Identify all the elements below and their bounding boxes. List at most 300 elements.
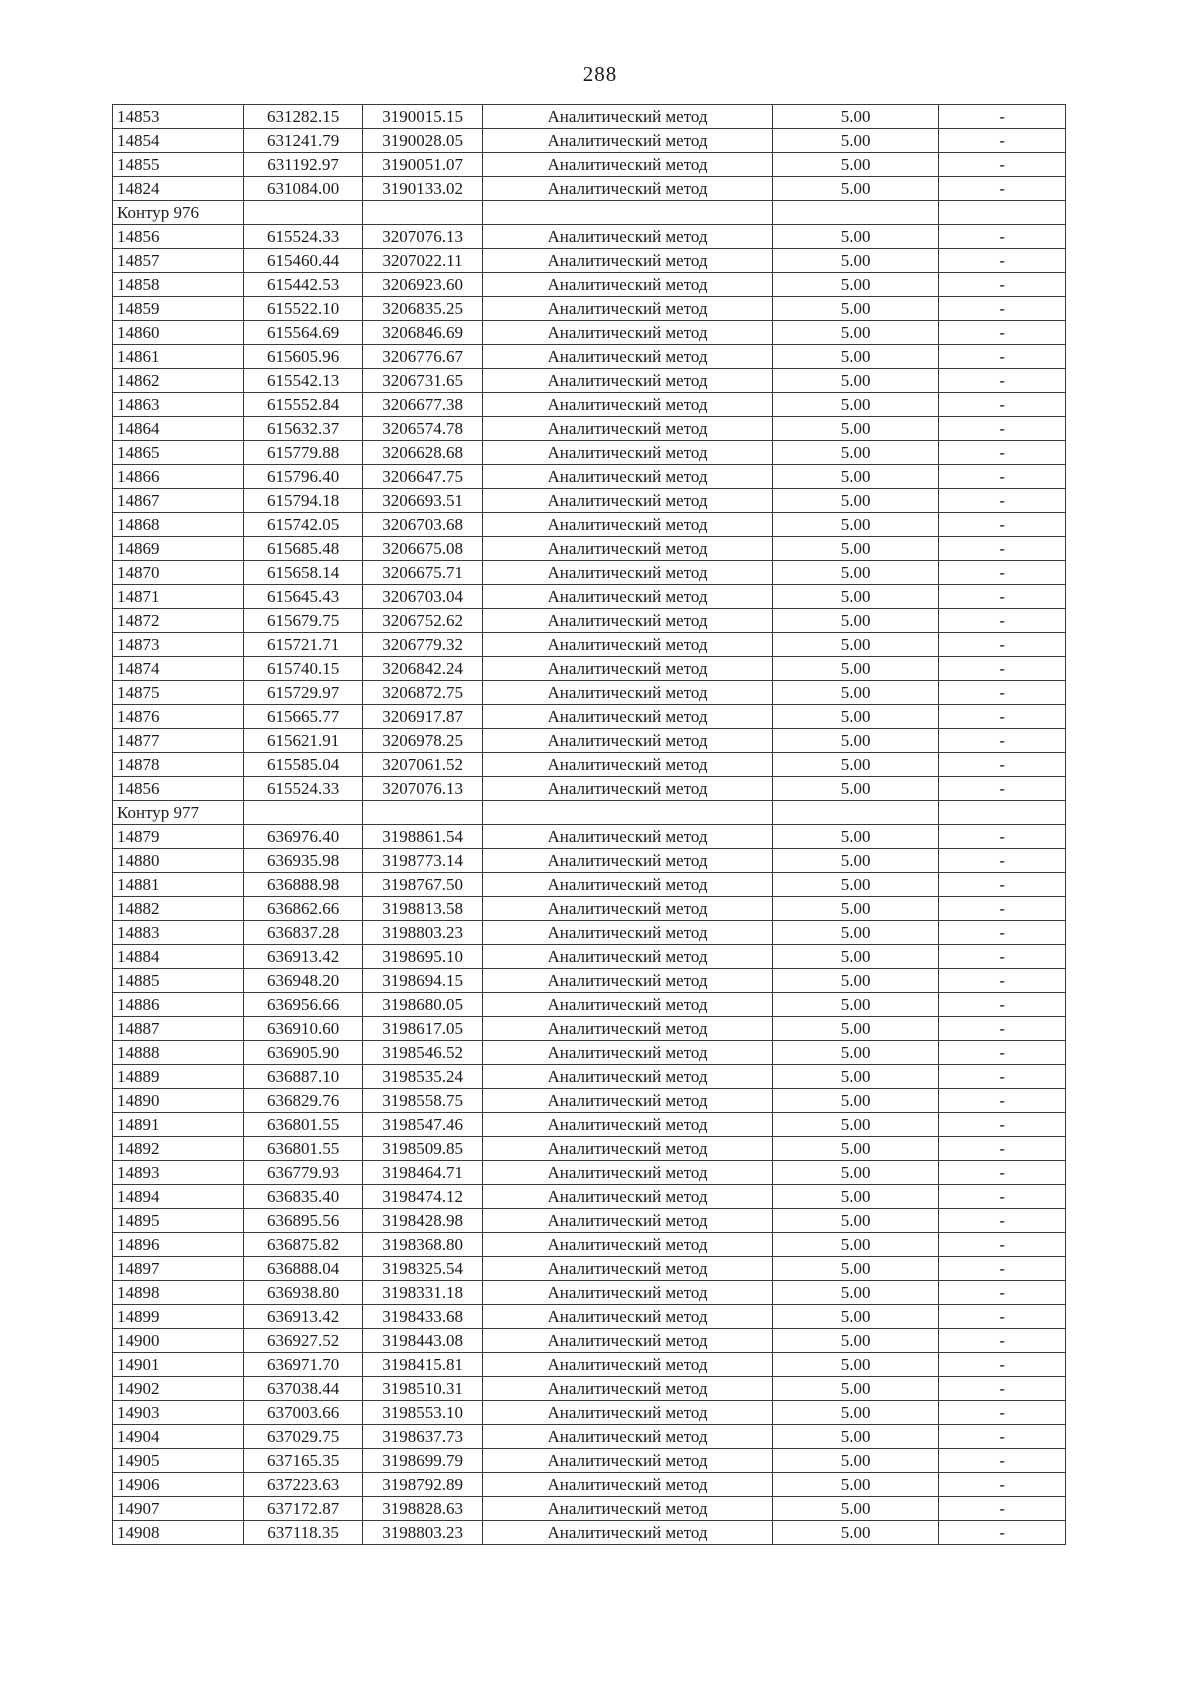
empty-cell <box>772 201 938 225</box>
y-coordinate-cell: 3198428.98 <box>363 1209 483 1233</box>
table-row <box>113 849 1066 873</box>
accuracy-cell: 5.00 <box>772 633 938 657</box>
method-cell: Аналитический метод <box>483 465 773 489</box>
accuracy-cell: 5.00 <box>772 1281 938 1305</box>
x-coordinate-cell: 637223.63 <box>244 1473 363 1497</box>
method-cell: Аналитический метод <box>483 969 773 993</box>
table-row <box>113 921 1066 945</box>
point-id-cell: 14869 <box>113 537 244 561</box>
table-row <box>113 1209 1066 1233</box>
x-coordinate-cell: 631084.00 <box>244 177 363 201</box>
extra-cell: - <box>939 1089 1066 1113</box>
method-cell: Аналитический метод <box>483 777 773 801</box>
table-row <box>113 945 1066 969</box>
method-cell: Аналитический метод <box>483 633 773 657</box>
empty-cell <box>244 801 363 825</box>
extra-cell: - <box>939 1209 1066 1233</box>
y-coordinate-cell: 3198546.52 <box>363 1041 483 1065</box>
extra-cell: - <box>939 993 1066 1017</box>
contour-label: Контур 977 <box>113 801 244 825</box>
x-coordinate-cell: 636948.20 <box>244 969 363 993</box>
accuracy-cell: 5.00 <box>772 1497 938 1521</box>
method-cell: Аналитический метод <box>483 1257 773 1281</box>
extra-cell: - <box>939 465 1066 489</box>
y-coordinate-cell: 3198368.80 <box>363 1233 483 1257</box>
extra-cell: - <box>939 921 1066 945</box>
extra-cell: - <box>939 513 1066 537</box>
point-id-cell: 14890 <box>113 1089 244 1113</box>
accuracy-cell: 5.00 <box>772 873 938 897</box>
table-row <box>113 225 1066 249</box>
y-coordinate-cell: 3206574.78 <box>363 417 483 441</box>
point-id-cell: 14856 <box>113 225 244 249</box>
point-id-cell: 14861 <box>113 345 244 369</box>
page-number: 288 <box>582 62 618 86</box>
method-cell: Аналитический метод <box>483 825 773 849</box>
point-id-cell: 14905 <box>113 1449 244 1473</box>
table-row <box>113 129 1066 153</box>
method-cell: Аналитический метод <box>483 657 773 681</box>
accuracy-cell: 5.00 <box>772 561 938 585</box>
point-id-cell: 14901 <box>113 1353 244 1377</box>
contour-label: Контур 976 <box>113 201 244 225</box>
table-row <box>113 1353 1066 1377</box>
x-coordinate-cell: 636895.56 <box>244 1209 363 1233</box>
method-cell: Аналитический метод <box>483 1065 773 1089</box>
point-id-cell: 14860 <box>113 321 244 345</box>
point-id-cell: 14874 <box>113 657 244 681</box>
y-coordinate-cell: 3206842.24 <box>363 657 483 681</box>
accuracy-cell: 5.00 <box>772 1161 938 1185</box>
table-row <box>113 753 1066 777</box>
y-coordinate-cell: 3198828.63 <box>363 1497 483 1521</box>
y-coordinate-cell: 3206917.87 <box>363 705 483 729</box>
x-coordinate-cell: 615679.75 <box>244 609 363 633</box>
y-coordinate-cell: 3198547.46 <box>363 1113 483 1137</box>
y-coordinate-cell: 3206752.62 <box>363 609 483 633</box>
table-row <box>113 1305 1066 1329</box>
accuracy-cell: 5.00 <box>772 1329 938 1353</box>
extra-cell: - <box>939 1185 1066 1209</box>
method-cell: Аналитический метод <box>483 561 773 585</box>
x-coordinate-cell: 615685.48 <box>244 537 363 561</box>
method-cell: Аналитический метод <box>483 945 773 969</box>
accuracy-cell: 5.00 <box>772 681 938 705</box>
table-row <box>113 585 1066 609</box>
y-coordinate-cell: 3198558.75 <box>363 1089 483 1113</box>
table-row <box>113 873 1066 897</box>
point-id-cell: 14907 <box>113 1497 244 1521</box>
y-coordinate-cell: 3190028.05 <box>363 129 483 153</box>
extra-cell: - <box>939 369 1066 393</box>
extra-cell: - <box>939 441 1066 465</box>
accuracy-cell: 5.00 <box>772 441 938 465</box>
method-cell: Аналитический метод <box>483 993 773 1017</box>
point-id-cell: 14877 <box>113 729 244 753</box>
y-coordinate-cell: 3198767.50 <box>363 873 483 897</box>
table-row <box>113 1425 1066 1449</box>
point-id-cell: 14854 <box>113 129 244 153</box>
extra-cell: - <box>939 1521 1066 1545</box>
extra-cell: - <box>939 153 1066 177</box>
y-coordinate-cell: 3198325.54 <box>363 1257 483 1281</box>
y-coordinate-cell: 3206703.04 <box>363 585 483 609</box>
method-cell: Аналитический метод <box>483 1473 773 1497</box>
table-row <box>113 153 1066 177</box>
extra-cell: - <box>939 1329 1066 1353</box>
y-coordinate-cell: 3198474.12 <box>363 1185 483 1209</box>
table-row <box>113 777 1066 801</box>
table-row <box>113 465 1066 489</box>
accuracy-cell: 5.00 <box>772 345 938 369</box>
table-row <box>113 1065 1066 1089</box>
point-id-cell: 14885 <box>113 969 244 993</box>
accuracy-cell: 5.00 <box>772 897 938 921</box>
method-cell: Аналитический метод <box>483 897 773 921</box>
table-row <box>113 1137 1066 1161</box>
point-id-cell: 14866 <box>113 465 244 489</box>
y-coordinate-cell: 3206923.60 <box>363 273 483 297</box>
extra-cell: - <box>939 897 1066 921</box>
table-row <box>113 969 1066 993</box>
point-id-cell: 14879 <box>113 825 244 849</box>
x-coordinate-cell: 615564.69 <box>244 321 363 345</box>
table-row <box>113 417 1066 441</box>
method-cell: Аналитический метод <box>483 225 773 249</box>
accuracy-cell: 5.00 <box>772 129 938 153</box>
table-row <box>113 273 1066 297</box>
y-coordinate-cell: 3198433.68 <box>363 1305 483 1329</box>
x-coordinate-cell: 637003.66 <box>244 1401 363 1425</box>
accuracy-cell: 5.00 <box>772 1089 938 1113</box>
y-coordinate-cell: 3198617.05 <box>363 1017 483 1041</box>
point-id-cell: 14873 <box>113 633 244 657</box>
y-coordinate-cell: 3207061.52 <box>363 753 483 777</box>
extra-cell: - <box>939 393 1066 417</box>
point-id-cell: 14858 <box>113 273 244 297</box>
table-row <box>113 1113 1066 1137</box>
extra-cell: - <box>939 1017 1066 1041</box>
y-coordinate-cell: 3198699.79 <box>363 1449 483 1473</box>
method-cell: Аналитический метод <box>483 921 773 945</box>
method-cell: Аналитический метод <box>483 393 773 417</box>
point-id-cell: 14880 <box>113 849 244 873</box>
extra-cell: - <box>939 1233 1066 1257</box>
accuracy-cell: 5.00 <box>772 1233 938 1257</box>
empty-cell <box>244 201 363 225</box>
y-coordinate-cell: 3198535.24 <box>363 1065 483 1089</box>
method-cell: Аналитический метод <box>483 1209 773 1233</box>
table-row <box>113 489 1066 513</box>
table-row <box>113 537 1066 561</box>
point-id-cell: 14868 <box>113 513 244 537</box>
y-coordinate-cell: 3206835.25 <box>363 297 483 321</box>
extra-cell: - <box>939 777 1066 801</box>
x-coordinate-cell: 615645.43 <box>244 585 363 609</box>
x-coordinate-cell: 637172.87 <box>244 1497 363 1521</box>
method-cell: Аналитический метод <box>483 1329 773 1353</box>
point-id-cell: 14904 <box>113 1425 244 1449</box>
point-id-cell: 14906 <box>113 1473 244 1497</box>
y-coordinate-cell: 3198792.89 <box>363 1473 483 1497</box>
method-cell: Аналитический метод <box>483 1185 773 1209</box>
accuracy-cell: 5.00 <box>772 1377 938 1401</box>
empty-cell <box>483 201 773 225</box>
accuracy-cell: 5.00 <box>772 1137 938 1161</box>
x-coordinate-cell: 636910.60 <box>244 1017 363 1041</box>
y-coordinate-cell: 3198813.58 <box>363 897 483 921</box>
point-id-cell: 14872 <box>113 609 244 633</box>
accuracy-cell: 5.00 <box>772 1305 938 1329</box>
method-cell: Аналитический метод <box>483 1161 773 1185</box>
extra-cell: - <box>939 633 1066 657</box>
method-cell: Аналитический метод <box>483 297 773 321</box>
empty-cell <box>483 801 773 825</box>
extra-cell: - <box>939 177 1066 201</box>
table-row <box>113 1473 1066 1497</box>
method-cell: Аналитический метод <box>483 1497 773 1521</box>
method-cell: Аналитический метод <box>483 153 773 177</box>
extra-cell: - <box>939 321 1066 345</box>
y-coordinate-cell: 3198443.08 <box>363 1329 483 1353</box>
x-coordinate-cell: 637038.44 <box>244 1377 363 1401</box>
x-coordinate-cell: 615721.71 <box>244 633 363 657</box>
accuracy-cell: 5.00 <box>772 297 938 321</box>
table-row <box>113 1281 1066 1305</box>
point-id-cell: 14864 <box>113 417 244 441</box>
x-coordinate-cell: 636905.90 <box>244 1041 363 1065</box>
table-row <box>113 705 1066 729</box>
x-coordinate-cell: 615522.10 <box>244 297 363 321</box>
accuracy-cell: 5.00 <box>772 729 938 753</box>
table-row <box>113 825 1066 849</box>
x-coordinate-cell: 636888.98 <box>244 873 363 897</box>
accuracy-cell: 5.00 <box>772 825 938 849</box>
x-coordinate-cell: 637165.35 <box>244 1449 363 1473</box>
table-row <box>113 441 1066 465</box>
method-cell: Аналитический метод <box>483 321 773 345</box>
extra-cell: - <box>939 561 1066 585</box>
method-cell: Аналитический метод <box>483 369 773 393</box>
table-row <box>113 297 1066 321</box>
x-coordinate-cell: 615796.40 <box>244 465 363 489</box>
x-coordinate-cell: 615605.96 <box>244 345 363 369</box>
point-id-cell: 14894 <box>113 1185 244 1209</box>
table-row <box>113 1161 1066 1185</box>
method-cell: Аналитический метод <box>483 1521 773 1545</box>
x-coordinate-cell: 615460.44 <box>244 249 363 273</box>
point-id-cell: 14824 <box>113 177 244 201</box>
table-row <box>113 1449 1066 1473</box>
accuracy-cell: 5.00 <box>772 1017 938 1041</box>
point-id-cell: 14893 <box>113 1161 244 1185</box>
empty-cell <box>939 201 1066 225</box>
table-row <box>113 177 1066 201</box>
y-coordinate-cell: 3206675.08 <box>363 537 483 561</box>
extra-cell: - <box>939 249 1066 273</box>
table-row <box>113 105 1066 129</box>
table-row <box>113 249 1066 273</box>
accuracy-cell: 5.00 <box>772 1065 938 1089</box>
method-cell: Аналитический метод <box>483 705 773 729</box>
y-coordinate-cell: 3198415.81 <box>363 1353 483 1377</box>
table-row <box>113 1257 1066 1281</box>
table-row <box>113 369 1066 393</box>
accuracy-cell: 5.00 <box>772 657 938 681</box>
point-id-cell: 14878 <box>113 753 244 777</box>
point-id-cell: 14896 <box>113 1233 244 1257</box>
x-coordinate-cell: 636835.40 <box>244 1185 363 1209</box>
accuracy-cell: 5.00 <box>772 849 938 873</box>
extra-cell: - <box>939 1425 1066 1449</box>
point-id-cell: 14887 <box>113 1017 244 1041</box>
point-id-cell: 14856 <box>113 777 244 801</box>
extra-cell: - <box>939 729 1066 753</box>
method-cell: Аналитический метод <box>483 873 773 897</box>
method-cell: Аналитический метод <box>483 609 773 633</box>
x-coordinate-cell: 615621.91 <box>244 729 363 753</box>
point-id-cell: 14903 <box>113 1401 244 1425</box>
point-id-cell: 14870 <box>113 561 244 585</box>
table-row <box>113 393 1066 417</box>
accuracy-cell: 5.00 <box>772 105 938 129</box>
method-cell: Аналитический метод <box>483 1281 773 1305</box>
extra-cell: - <box>939 1137 1066 1161</box>
extra-cell: - <box>939 105 1066 129</box>
point-id-cell: 14895 <box>113 1209 244 1233</box>
method-cell: Аналитический метод <box>483 1089 773 1113</box>
y-coordinate-cell: 3198803.23 <box>363 1521 483 1545</box>
empty-cell <box>939 801 1066 825</box>
method-cell: Аналитический метод <box>483 105 773 129</box>
x-coordinate-cell: 615742.05 <box>244 513 363 537</box>
extra-cell: - <box>939 705 1066 729</box>
table-row <box>113 681 1066 705</box>
extra-cell: - <box>939 969 1066 993</box>
method-cell: Аналитический метод <box>483 849 773 873</box>
table-row <box>113 1401 1066 1425</box>
y-coordinate-cell: 3198510.31 <box>363 1377 483 1401</box>
accuracy-cell: 5.00 <box>772 1353 938 1377</box>
accuracy-cell: 5.00 <box>772 273 938 297</box>
accuracy-cell: 5.00 <box>772 585 938 609</box>
method-cell: Аналитический метод <box>483 1233 773 1257</box>
y-coordinate-cell: 3198861.54 <box>363 825 483 849</box>
accuracy-cell: 5.00 <box>772 945 938 969</box>
y-coordinate-cell: 3207022.11 <box>363 249 483 273</box>
x-coordinate-cell: 636913.42 <box>244 1305 363 1329</box>
point-id-cell: 14853 <box>113 105 244 129</box>
y-coordinate-cell: 3207076.13 <box>363 777 483 801</box>
accuracy-cell: 5.00 <box>772 777 938 801</box>
point-id-cell: 14898 <box>113 1281 244 1305</box>
accuracy-cell: 5.00 <box>772 513 938 537</box>
x-coordinate-cell: 615779.88 <box>244 441 363 465</box>
x-coordinate-cell: 615442.53 <box>244 273 363 297</box>
point-id-cell: 14876 <box>113 705 244 729</box>
table-row <box>113 513 1066 537</box>
point-id-cell: 14897 <box>113 1257 244 1281</box>
point-id-cell: 14857 <box>113 249 244 273</box>
accuracy-cell: 5.00 <box>772 177 938 201</box>
extra-cell: - <box>939 1401 1066 1425</box>
extra-cell: - <box>939 1161 1066 1185</box>
x-coordinate-cell: 636913.42 <box>244 945 363 969</box>
method-cell: Аналитический метод <box>483 1377 773 1401</box>
extra-cell: - <box>939 825 1066 849</box>
y-coordinate-cell: 3206776.67 <box>363 345 483 369</box>
extra-cell: - <box>939 681 1066 705</box>
extra-cell: - <box>939 585 1066 609</box>
accuracy-cell: 5.00 <box>772 1041 938 1065</box>
y-coordinate-cell: 3206628.68 <box>363 441 483 465</box>
x-coordinate-cell: 615552.84 <box>244 393 363 417</box>
method-cell: Аналитический метод <box>483 249 773 273</box>
accuracy-cell: 5.00 <box>772 249 938 273</box>
x-coordinate-cell: 636927.52 <box>244 1329 363 1353</box>
x-coordinate-cell: 615740.15 <box>244 657 363 681</box>
x-coordinate-cell: 636938.80 <box>244 1281 363 1305</box>
x-coordinate-cell: 636976.40 <box>244 825 363 849</box>
y-coordinate-cell: 3190133.02 <box>363 177 483 201</box>
x-coordinate-cell: 615632.37 <box>244 417 363 441</box>
point-id-cell: 14875 <box>113 681 244 705</box>
table-row <box>113 1089 1066 1113</box>
x-coordinate-cell: 636935.98 <box>244 849 363 873</box>
table-row <box>113 345 1066 369</box>
extra-cell: - <box>939 297 1066 321</box>
extra-cell: - <box>939 489 1066 513</box>
x-coordinate-cell: 615585.04 <box>244 753 363 777</box>
x-coordinate-cell: 636887.10 <box>244 1065 363 1089</box>
x-coordinate-cell: 615524.33 <box>244 777 363 801</box>
point-id-cell: 14888 <box>113 1041 244 1065</box>
method-cell: Аналитический метод <box>483 1017 773 1041</box>
x-coordinate-cell: 615524.33 <box>244 225 363 249</box>
point-id-cell: 14867 <box>113 489 244 513</box>
x-coordinate-cell: 615665.77 <box>244 705 363 729</box>
extra-cell: - <box>939 609 1066 633</box>
empty-cell <box>363 201 483 225</box>
y-coordinate-cell: 3206731.65 <box>363 369 483 393</box>
x-coordinate-cell: 631241.79 <box>244 129 363 153</box>
extra-cell: - <box>939 417 1066 441</box>
accuracy-cell: 5.00 <box>772 1401 938 1425</box>
method-cell: Аналитический метод <box>483 1041 773 1065</box>
point-id-cell: 14882 <box>113 897 244 921</box>
method-cell: Аналитический метод <box>483 129 773 153</box>
accuracy-cell: 5.00 <box>772 753 938 777</box>
x-coordinate-cell: 631192.97 <box>244 153 363 177</box>
accuracy-cell: 5.00 <box>772 921 938 945</box>
table-row <box>113 1521 1066 1545</box>
accuracy-cell: 5.00 <box>772 1185 938 1209</box>
table-row <box>113 1377 1066 1401</box>
table-row <box>113 633 1066 657</box>
x-coordinate-cell: 636779.93 <box>244 1161 363 1185</box>
coordinates-table <box>112 104 1066 1545</box>
y-coordinate-cell: 3206872.75 <box>363 681 483 705</box>
accuracy-cell: 5.00 <box>772 1113 938 1137</box>
accuracy-cell: 5.00 <box>772 537 938 561</box>
point-id-cell: 14899 <box>113 1305 244 1329</box>
table-row <box>113 321 1066 345</box>
extra-cell: - <box>939 945 1066 969</box>
accuracy-cell: 5.00 <box>772 489 938 513</box>
x-coordinate-cell: 637029.75 <box>244 1425 363 1449</box>
accuracy-cell: 5.00 <box>772 1257 938 1281</box>
point-id-cell: 14871 <box>113 585 244 609</box>
